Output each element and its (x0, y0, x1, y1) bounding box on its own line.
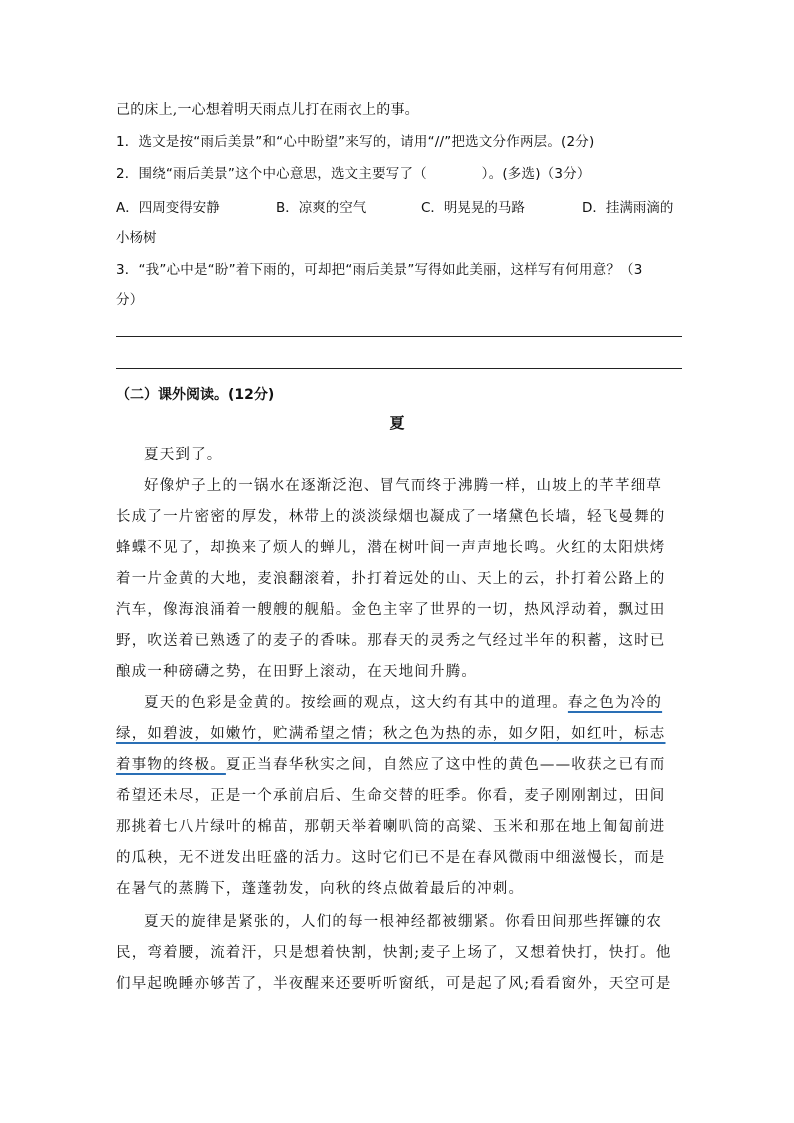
paragraph-3-line-3 (116, 755, 682, 775)
question-1: 1．选文是按“雨后美景”和“心中盼望”来写的，请用“//”把选文分作两层。(2分) (116, 134, 595, 150)
question-3-line-2: 分） (116, 292, 144, 308)
paragraph-2-line: 着一片金黄的大地，麦浪翻滚着，扑打着远处的山、天上的云，扑打着公路上的 (116, 571, 666, 587)
paragraph-3-line: 希望还未尽，正是一个承前启后、生命交替的旺季。你看，麦子刚刚割过，田间 (116, 788, 666, 804)
paragraph-3-line: 的瓜秧，无不迸发出旺盛的活力。这时它们已不是在春风微雨中细滋慢长，而是 (116, 850, 666, 866)
option-d-continued: 小杨树 (116, 230, 157, 246)
underlined-sentence-part: 绿，如碧波，如嫩竹，贮满希望之情；秋之色为热的赤，如夕阳，如红叶，标志 (116, 726, 666, 742)
paragraph-1: 夏天到了。 (144, 447, 223, 463)
paragraph-3-line: 在暑气的蒸腾下，蓬蓬勃发，向秋的终点做着最后的冲刺。 (116, 881, 525, 897)
article-title: 夏 (389, 414, 405, 432)
paragraph-4-line: 民，弯着腰，流着汗，只是想着快割，快割;麦子上场了，又想着快打，快打。他 (116, 945, 672, 961)
passage-carry-line: 己的床上,一心想着明天雨点儿打在雨衣上的事。 (116, 102, 419, 118)
paragraph-2-line: 长成了一片密密的厚发，林带上的淡淡绿烟也凝成了一堵黛色长墙，轻飞曼舞的 (116, 509, 666, 525)
option-d: D．挂满雨滴的 (582, 200, 674, 216)
option-c: C．明晃晃的马路 (421, 200, 525, 216)
question-2: 2．围绕“雨后美景”这个中心意思，选文主要写了（ ）。(多选)（3分） (116, 166, 591, 182)
option-b: B．凉爽的空气 (276, 200, 367, 216)
underlined-sentence-part: 春之色为冷的 (567, 695, 663, 711)
paragraph-3-plain-text: 夏天的色彩是金黄的。按绘画的观点，这大约有其中的道理。 (144, 695, 568, 711)
paragraph-3-line-2 (116, 724, 682, 744)
paragraph-3-plain-text: 夏正当春华秋实之间，自然应了这中性的黄色——收获之已有而 (225, 757, 666, 773)
paragraph-2-line: 好像炉子上的一锅水在逐渐泛泡、冒气而终于沸腾一样，山坡上的芊芊细草 (144, 478, 663, 494)
paragraph-3-line: 那挑着七八片绿叶的棉苗，那朝天举着喇叭筒的高粱、玉米和那在地上匍匐前进 (116, 819, 666, 835)
answer-line-1[interactable] (116, 336, 682, 337)
paragraph-2-line: 野，吹送着已熟透了的麦子的香味。那春天的灵秀之气经过半年的积蓄，这时已 (116, 633, 666, 649)
paragraph-4-line: 们早起晚睡亦够苦了，半夜醒来还要听听窗纸，可是起了风;看看窗外，天空可是 (116, 976, 672, 992)
paragraph-2-line: 汽车，像海浪涌着一艘艘的舰船。金色主宰了世界的一切，热风浮动着，飘过田 (116, 602, 666, 618)
paragraph-2-line: 蜂蝶不见了，却换来了烦人的蝉儿，潜在树叶间一声声地长鸣。火红的太阳烘烤 (116, 540, 666, 556)
paragraph-3-line-1 (144, 693, 682, 713)
section-heading: （二）课外阅读。(12分) (116, 387, 275, 403)
answer-line-2[interactable] (116, 368, 682, 369)
underlined-sentence-part: 着事物的终极。 (116, 757, 226, 773)
question-3-line-1: 3．“我”心中是“盼”着下雨的，可却把“雨后美景”写得如此美丽，这样写有何用意？（3 (116, 262, 643, 278)
paragraph-4-line: 夏天的旋律是紧张的，人们的每一根神经都被绷紧。你看田间那些挥镰的农 (144, 914, 663, 930)
paragraph-2-line: 酿成一种磅礴之势，在田野上滚动，在天地间升腾。 (116, 664, 478, 680)
option-a: A．四周变得安静 (116, 200, 220, 216)
